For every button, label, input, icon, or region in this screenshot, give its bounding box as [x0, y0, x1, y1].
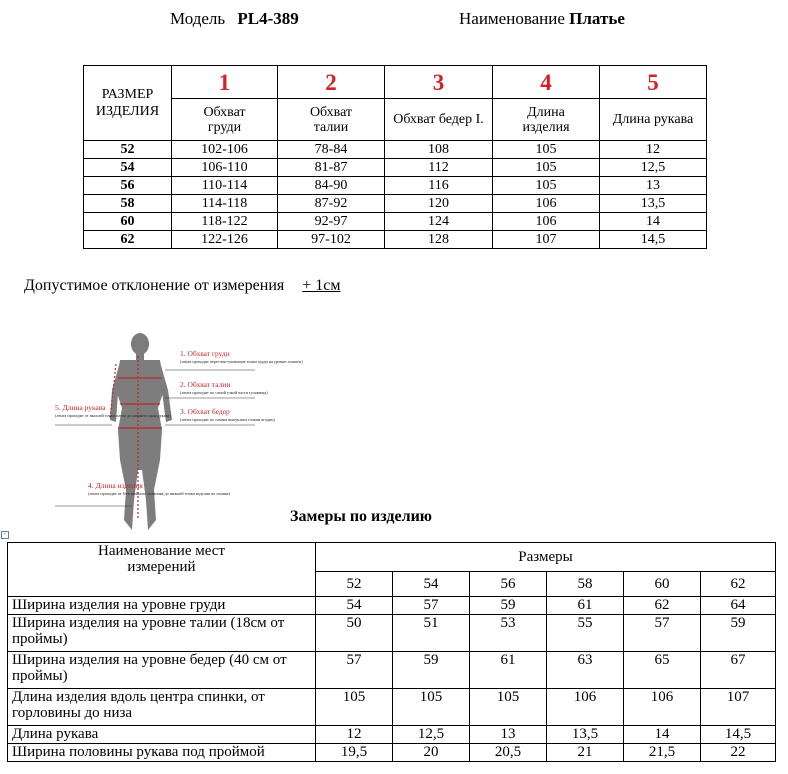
table-row	[8, 689, 776, 726]
value-cell: 118-122	[172, 213, 278, 231]
note-length: (лента проходит от 6-го шейного позвонка до нижней точки изделия по спинке)	[88, 491, 231, 496]
value-cell: 108	[385, 141, 493, 159]
value-cell: 128	[385, 231, 493, 249]
size-table	[83, 65, 707, 249]
size-header: 62	[701, 572, 776, 597]
value-cell: 110-114	[172, 177, 278, 195]
value-cell: 105	[493, 177, 600, 195]
value-cell: 87-92	[278, 195, 385, 213]
value-cell: 55	[547, 615, 624, 652]
row-name: Длина изделия вдоль центра спинки, от горловины до низа	[8, 689, 316, 726]
value-cell: 105	[493, 141, 600, 159]
row-name: Ширина изделия на уровне бедер (40 см от проймы)	[8, 652, 316, 689]
label-sleeve: 5. Длина рукава	[55, 403, 106, 412]
value-cell: 57	[624, 615, 701, 652]
size-header: 56	[470, 572, 547, 597]
name-header	[459, 9, 625, 29]
column-label: Обхват бедер I.	[385, 99, 493, 141]
value-cell: 51	[393, 615, 470, 652]
table-row	[8, 652, 776, 689]
value-cell: 106	[547, 689, 624, 726]
value-cell: 57	[393, 597, 470, 615]
size-cell: 60	[84, 213, 172, 231]
value-cell: 107	[701, 689, 776, 726]
value-cell: 13,5	[600, 195, 707, 213]
value-cell: 14	[600, 213, 707, 231]
tolerance-value: + 1см	[302, 277, 341, 294]
column-label: Обхват груди	[172, 99, 278, 141]
label-hips: 3. Обхват бедер	[180, 407, 230, 416]
size-corner-label: РАЗМЕР ИЗДЕЛИЯ	[84, 66, 172, 141]
value-cell: 21	[547, 744, 624, 762]
size-header: 58	[547, 572, 624, 597]
value-cell: 81-87	[278, 159, 385, 177]
size-cell: 54	[84, 159, 172, 177]
column-number: 4	[493, 66, 600, 99]
value-cell: 19,5	[316, 744, 393, 762]
size-cell: 58	[84, 195, 172, 213]
size-cell: 56	[84, 177, 172, 195]
value-cell: 50	[316, 615, 393, 652]
value-cell: 106	[493, 213, 600, 231]
value-cell: 78-84	[278, 141, 385, 159]
value-cell: 53	[470, 615, 547, 652]
value-cell: 13	[600, 177, 707, 195]
value-cell: 59	[470, 597, 547, 615]
value-cell: 12	[316, 726, 393, 744]
value-cell: 61	[470, 652, 547, 689]
value-cell: 59	[393, 652, 470, 689]
model-header	[170, 9, 299, 29]
column-label: Длина рукава	[600, 99, 707, 141]
garment-table-title: Замеры по изделию	[290, 508, 433, 525]
value-cell: 105	[393, 689, 470, 726]
column-label: Длина изделия	[493, 99, 600, 141]
model-value: PL4-389	[237, 9, 299, 28]
tolerance-note	[24, 277, 340, 295]
value-cell: 12	[600, 141, 707, 159]
garment-table	[7, 542, 776, 762]
table-row	[84, 177, 707, 195]
value-cell: 54	[316, 597, 393, 615]
value-cell: 114-118	[172, 195, 278, 213]
value-cell: 105	[470, 689, 547, 726]
table-row	[8, 744, 776, 762]
table-row	[8, 726, 776, 744]
label-waist: 2. Обхват талии	[180, 380, 231, 389]
table-row	[84, 195, 707, 213]
column-number: 2	[278, 66, 385, 99]
value-cell: 112	[385, 159, 493, 177]
value-cell: 20	[393, 744, 470, 762]
size-header: 54	[393, 572, 470, 597]
sizes-header-cell: Размеры	[316, 543, 776, 572]
value-cell: 20,5	[470, 744, 547, 762]
value-cell: 92-97	[278, 213, 385, 231]
label-length: 4. Длина изделия	[88, 481, 143, 490]
value-cell: 13	[470, 726, 547, 744]
value-cell: 13,5	[547, 726, 624, 744]
value-cell: 106	[624, 689, 701, 726]
tolerance-text: Допустимое отклонение от измерения	[24, 277, 285, 294]
value-cell: 12,5	[393, 726, 470, 744]
value-cell: 97-102	[278, 231, 385, 249]
value-cell: 57	[316, 652, 393, 689]
body-silhouette	[110, 333, 172, 530]
name-label: Наименование	[459, 9, 565, 28]
column-label: Обхват талии	[278, 99, 385, 141]
value-cell: 102-106	[172, 141, 278, 159]
value-cell: 105	[316, 689, 393, 726]
value-cell: 122-126	[172, 231, 278, 249]
size-header: 60	[624, 572, 701, 597]
value-cell: 84-90	[278, 177, 385, 195]
label-bust: 1. Обхват груди	[180, 349, 230, 358]
value-cell: 124	[385, 213, 493, 231]
row-name: Ширина изделия на уровне талии (18см от проймы)	[8, 615, 316, 652]
measurement-figure	[50, 330, 303, 535]
value-cell: 12,5	[600, 159, 707, 177]
name-header-cell: Наименование мест измерений	[8, 543, 316, 597]
size-cell: 52	[84, 141, 172, 159]
table-row	[8, 597, 776, 615]
column-number: 3	[385, 66, 493, 99]
value-cell: 106-110	[172, 159, 278, 177]
size-header: 52	[316, 572, 393, 597]
value-cell: 21,5	[624, 744, 701, 762]
note-waist: (лента проходит по самой узкой части туловища)	[180, 390, 268, 395]
row-name: Ширина изделия на уровне груди	[8, 597, 316, 615]
value-cell: 65	[624, 652, 701, 689]
table-row	[84, 213, 707, 231]
value-cell: 14,5	[600, 231, 707, 249]
value-cell: 105	[493, 159, 600, 177]
value-cell: 63	[547, 652, 624, 689]
note-hips: (лента проходит по самым выпуклым точкам ягодиц)	[180, 417, 275, 422]
value-cell: 62	[624, 597, 701, 615]
value-cell: 67	[701, 652, 776, 689]
value-cell: 106	[493, 195, 600, 213]
note-bust: (лента проходит через выступающие точки груди на уровне лопаток)	[180, 359, 303, 364]
note-sleeve: (лента проходит от высшей точки плеча до нижнего края рукава)	[55, 413, 171, 418]
table-row	[84, 231, 707, 249]
value-cell: 116	[385, 177, 493, 195]
table-row	[84, 159, 707, 177]
value-cell: 14,5	[701, 726, 776, 744]
value-cell: 120	[385, 195, 493, 213]
table-row	[84, 141, 707, 159]
table-move-handle-icon[interactable]: +	[1, 531, 9, 539]
value-cell: 59	[701, 615, 776, 652]
value-cell: 61	[547, 597, 624, 615]
size-cell: 62	[84, 231, 172, 249]
name-value: Платье	[569, 9, 625, 28]
value-cell: 64	[701, 597, 776, 615]
value-cell: 14	[624, 726, 701, 744]
column-number: 1	[172, 66, 278, 99]
row-name: Ширина половины рукава под проймой	[8, 744, 316, 762]
row-name: Длина рукава	[8, 726, 316, 744]
table-row	[8, 615, 776, 652]
model-label: Модель	[170, 9, 226, 28]
value-cell: 22	[701, 744, 776, 762]
column-number: 5	[600, 66, 707, 99]
value-cell: 107	[493, 231, 600, 249]
